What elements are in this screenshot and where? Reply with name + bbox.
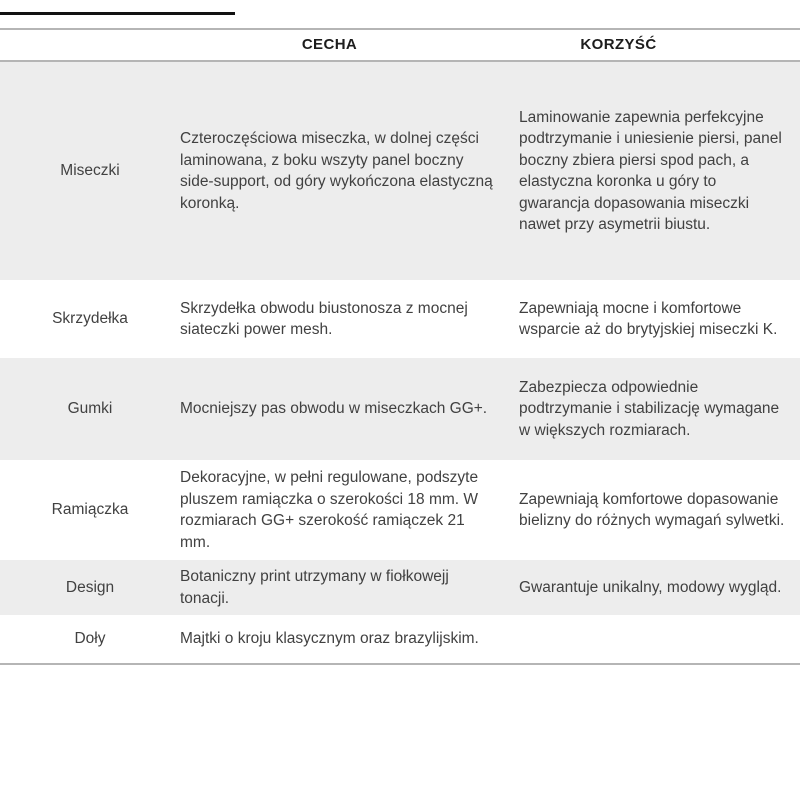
benefit-text: Zapewniają mocne i komfortowe wsparcie aż do brytyjskiej miseczki K. [519, 299, 778, 338]
feature-cell-merged [180, 628, 800, 650]
feature-text: Skrzydełka obwodu biustonosza z mocnej siateczki power mesh. [180, 299, 468, 338]
benefit-cell [519, 577, 800, 599]
benefit-text: Zabezpiecza odpowiednie podtrzymanie i stabilizację wymagane w większych rozmiarach. [519, 378, 780, 439]
feature-text: Czteroczęściowa miseczka, w dolnej części laminowana, z boku wszyty panel boczny side-support, od góry wykończona elastyczną koronką. [180, 130, 493, 212]
table-row-ramiaczka [0, 460, 800, 560]
top-partial-rule [0, 12, 235, 15]
header-cecha: CECHA [301, 36, 358, 54]
features-benefits-table [0, 28, 800, 665]
benefit-cell [519, 489, 800, 532]
table-row-skrzydelka [0, 280, 800, 358]
benefit-cell [519, 107, 800, 236]
benefit-text: Zapewniają komfortowe dopasowanie bielizny do różnych wymagań sylwetki. [519, 490, 785, 529]
row-label: Design [65, 578, 115, 596]
row-label: Ramiączka [51, 501, 129, 519]
benefit-cell [519, 298, 800, 341]
table-row-miseczki [0, 62, 800, 280]
feature-text: Dekoracyjne, w pełni regulowane, podszyte pluszem ramiączka o szerokości 18 mm. W rozmiarach GG+ szerokość ramiączek 21 mm. [180, 469, 479, 551]
row-label: Miseczki [60, 162, 120, 180]
table-header-row [0, 28, 800, 62]
feature-cell [180, 467, 519, 553]
feature-cell [180, 128, 519, 214]
benefit-text: Gwarantuje unikalny, modowy wygląd. [519, 578, 782, 596]
feature-cell [180, 398, 519, 420]
benefit-text: Laminowanie zapewnia perfekcyjne podtrzymanie i uniesienie piersi, panel boczny zbiera piersi spod pach, a elastyczna koronka u góry to gwarancja dopasowania miseczki nawet przy asymetrii biustu. [519, 108, 782, 233]
header-korzysc: KORZYŚĆ [580, 36, 657, 54]
feature-text: Majtki o kroju klasycznym oraz brazylijskim. [180, 630, 479, 648]
feature-text: Mocniejszy pas obwodu w miseczkach GG+. [180, 400, 488, 418]
table-row-gumki [0, 358, 800, 460]
benefit-cell [519, 377, 800, 442]
table-row-doly [0, 615, 800, 665]
table-row-design [0, 560, 800, 615]
row-label: Gumki [67, 400, 113, 418]
feature-cell [180, 566, 519, 609]
row-label: Doły [74, 630, 106, 648]
feature-cell [180, 298, 519, 341]
feature-text: Botaniczny print utrzymany w fiołkowejj tonacji. [180, 568, 449, 607]
row-label: Skrzydełka [52, 310, 128, 328]
